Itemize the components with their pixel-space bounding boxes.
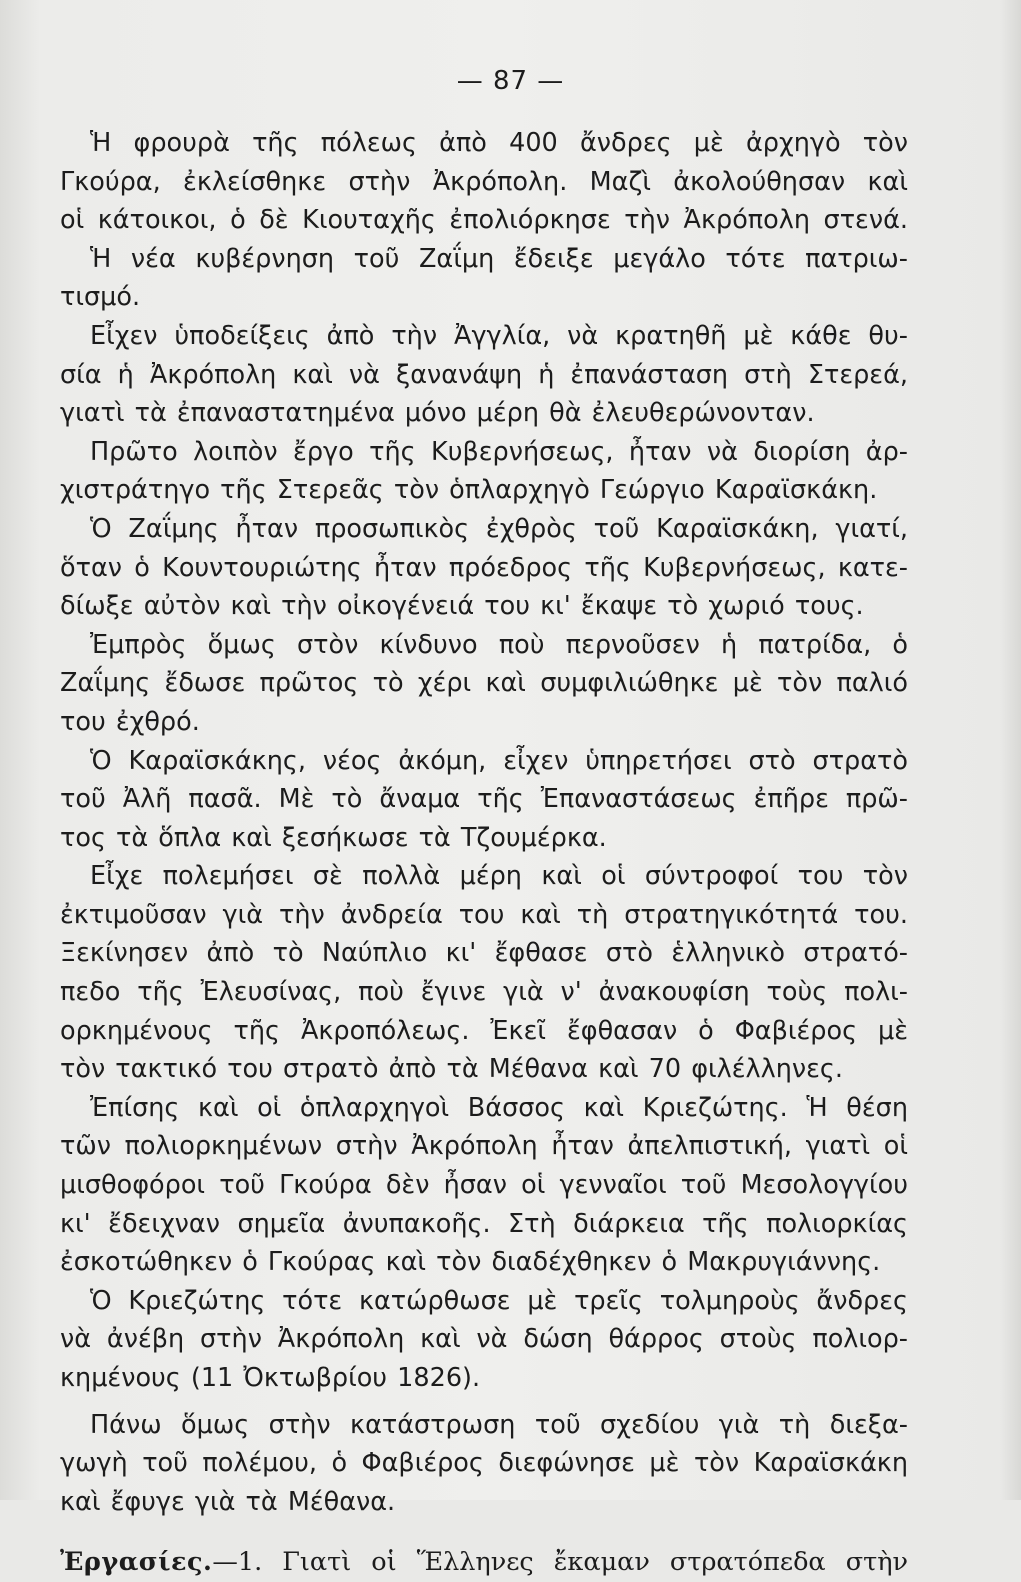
text-line: Ὁ Κριεζώτης τότε κατώρθωσε μὲ τρεῖς τολμηροὺς ἄνδρες — [90, 1285, 908, 1316]
text-line: Ζαΐμης ἔδωσε πρῶτος τὸ χέρι καὶ συμφιλιώθηκε μὲ τὸν παλιό — [60, 668, 908, 699]
text-line: κημένους (11 Ὀκτωβρίου 1826). — [60, 1363, 481, 1393]
text-line: γιατὶ τὰ ἐπαναστατημένα μόνο μέρη θὰ ἐλευθερώνονταν. — [60, 398, 815, 429]
text-line: ορκημένους τῆς Ἀκροπόλεως. Ἐκεῖ ἔφθασαν ὁ Φαβιέρος μὲ — [60, 1015, 908, 1046]
text-line: ἐσκοτώθηκεν ὁ Γκούρας καὶ τὸν διαδέχθηκεν ὁ Μακρυγιάννης. — [60, 1247, 881, 1278]
text-line: Εἶχεν ὑποδείξεις ἀπὸ τὴν Ἀγγλία, νὰ κρατηθῆ μὲ κάθε θυ- — [90, 320, 908, 351]
text-line: δίωξε αὐτὸν καὶ τὴν οἰκογένειά του κι' ἔκαψε τὸ χωριό τους. — [60, 591, 864, 622]
text-line: Πρῶτο λοιπὸν ἔργο τῆς Κυβερνήσεως, ἦταν νὰ διορίση ἀρ- — [90, 436, 908, 467]
text-line: οἱ κάτοικοι, ὁ δὲ Κιουταχῆς ἐπολιόρκησε τὴν Ἀκρόπολη στενά. — [60, 205, 908, 236]
page-number: — 87 — — [456, 66, 565, 96]
text-line: κι' ἔδειχναν σημεῖα ἀνυπακοῆς. Στὴ διάρκεια τῆς πολιορκίας — [60, 1208, 908, 1239]
exercise-label: Ἐργασίες. — [60, 1547, 213, 1578]
text-line: τος τὰ ὅπλα καὶ ξεσήκωσε τὰ Τζουμέρκα. — [60, 822, 607, 853]
text-line: Ἐμπρὸς ὅμως στὸν κίνδυνο ποὺ περνοῦσεν ἡ πατρίδα, ὁ — [90, 629, 908, 660]
text-line: ὅταν ὁ Κουντουριώτης ἦταν πρόεδρος τῆς Κυβερνήσεως, κατε- — [60, 552, 908, 583]
text-line: τοῦ Ἀλῆ πασᾶ. Μὲ τὸ ἄναμα τῆς Ἐπαναστάσεως ἐπῆρε πρῶ- — [60, 784, 908, 815]
text-line: ἐκτιμοῦσαν γιὰ τὴν ἀνδρεία του καὶ τὴ στρατηγικότητά του. — [60, 899, 908, 930]
text-line: Ἡ νέα κυβέρνηση τοῦ Ζαΐμη ἔδειξε μεγάλο τότε πατριω- — [90, 243, 908, 274]
text-line: Ὁ Καραϊσκάκης, νέος ἀκόμη, εἶχεν ὑπηρετήσει στὸ στρατὸ — [90, 745, 908, 776]
text-line: σία ἡ Ἀκρόπολη καὶ νὰ ξανανάψη ἡ ἐπανάσταση στὴ Στερεά, — [60, 359, 908, 390]
text-line: καὶ ἔφυγε γιὰ τὰ Μέθανα. — [60, 1486, 396, 1517]
text-line: τισμό. — [60, 282, 141, 313]
text-line: Ἡ φρουρὰ τῆς πόλεως ἀπὸ 400 ἄνδρες μὲ ἀρχηγὸ τὸν — [90, 128, 908, 158]
text-line: χιστράτηγο τῆς Στερεᾶς τὸν ὁπλαρχηγὸ Γεώργιο Καραϊσκάκη. — [60, 475, 878, 506]
text-line: Γκούρα, ἐκλείσθηκε στὴν Ἀκρόπολη. Μαζὶ ἀκολούθησαν καὶ — [60, 166, 908, 197]
text-line: Ἐπίσης καὶ οἱ ὁπλαρχηγοὶ Βάσσος καὶ Κριεζώτης. Ἡ θέση — [90, 1092, 908, 1123]
text-line: πεδο τῆς Ἐλευσίνας, ποὺ ἔγινε γιὰ ν' ἀνακουφίση τοὺς πολι- — [60, 977, 908, 1008]
text-line: Ξεκίνησεν ἀπὸ τὸ Ναύπλιο κι' ἔφθασε στὸ ἑλληνικὸ στρατό- — [60, 938, 908, 969]
exercise-line — [60, 1543, 908, 1582]
text-line: Εἶχε πολεμήσει σὲ πολλὰ μέρη καὶ οἱ σύντροφοί του τὸν — [90, 861, 908, 892]
text-line: Πάνω ὅμως στὴν κατάστρωση τοῦ σχεδίου γιὰ τὴ διεξα- — [90, 1409, 908, 1440]
text-line: τὸν τακτικό του στρατὸ ἀπὸ τὰ Μέθανα καὶ 70 φιλέλληνες. — [60, 1054, 843, 1085]
text-line: Ὁ Ζαΐμης ἦταν προσωπικὸς ἐχθρὸς τοῦ Καραϊσκάκη, γιατί, — [90, 513, 908, 544]
text-line: γωγὴ τοῦ πολέμου, ὁ Φαβιέρος διεφώνησε μὲ τὸν Καραϊσκάκη — [60, 1448, 908, 1479]
text-line: του ἐχθρό. — [60, 706, 200, 737]
text-line: νὰ ἀνέβη στὴν Ἀκρόπολη καὶ νὰ δώση θάρρος στοὺς πολιορ- — [60, 1324, 908, 1355]
text-line: τῶν πολιορκημένων στὴν Ἀκρόπολη ἦταν ἀπελπιστική, γιατὶ οἱ — [60, 1131, 908, 1162]
text-line: μισθοφόροι τοῦ Γκούρα δὲν ἦσαν οἱ γενναῖοι τοῦ Μεσολογγίου — [60, 1170, 908, 1201]
exercise-text: —1. Γιατὶ οἱ Ἕλληνες ἔκαμαν στρατόπεδα στὴν — [212, 1547, 908, 1578]
body-text — [60, 124, 908, 1582]
